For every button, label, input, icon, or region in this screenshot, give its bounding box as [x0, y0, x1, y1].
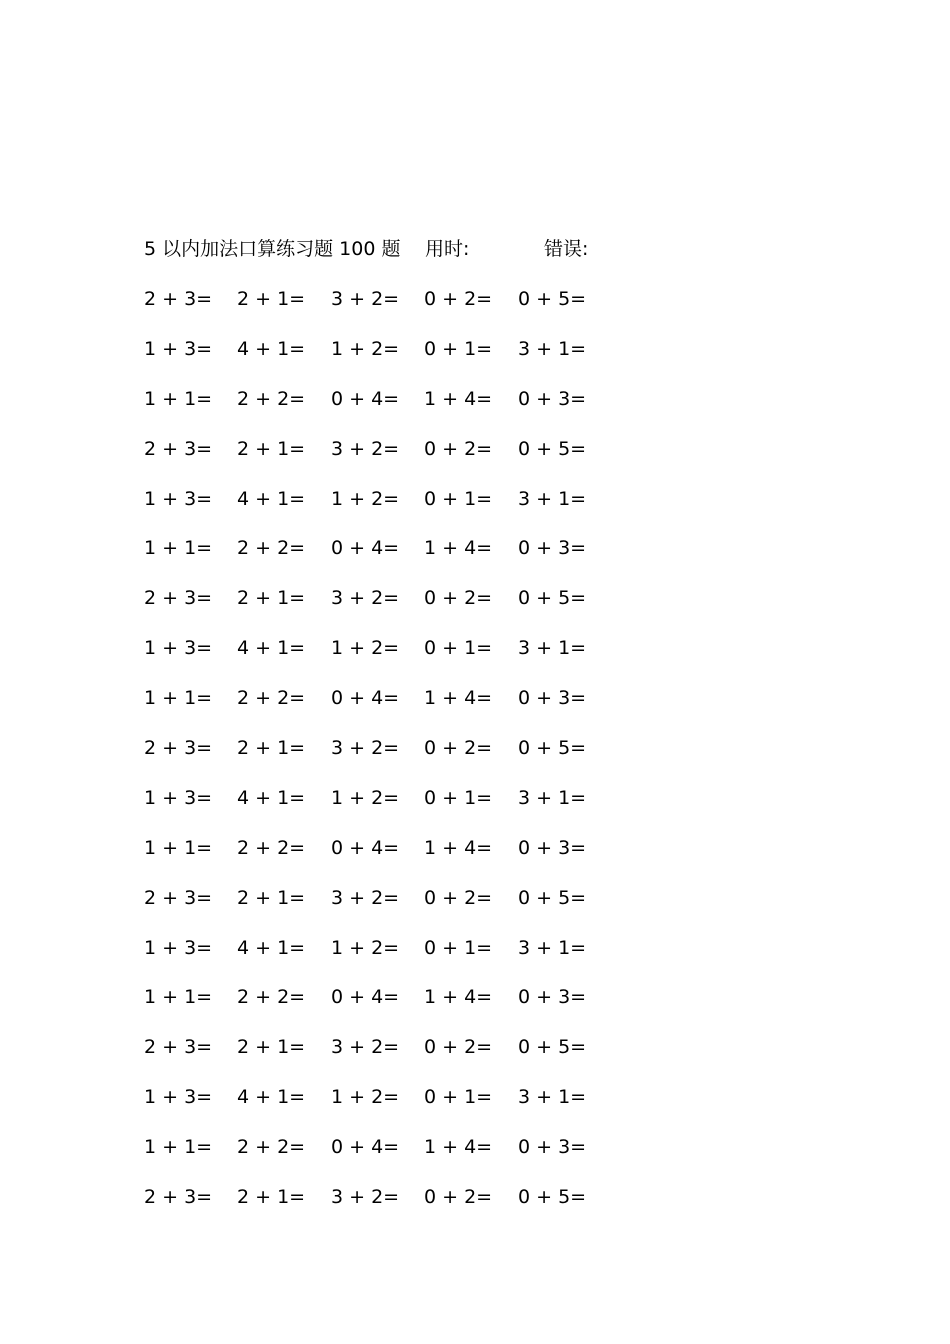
addition-problem: 3 + 1=: [518, 786, 587, 809]
addition-problem: 2 + 2=: [237, 537, 306, 560]
addition-problem: 2 + 2=: [237, 836, 306, 859]
problem-row: [144, 1132, 784, 1182]
addition-problem: 0 + 4=: [331, 687, 400, 710]
addition-problem: 3 + 2=: [331, 1186, 400, 1209]
problem-row: [144, 334, 784, 384]
addition-problem: 1 + 1=: [144, 387, 213, 410]
problem-row: [144, 284, 784, 334]
addition-problem: 0 + 5=: [518, 437, 587, 460]
addition-problem: 1 + 2=: [331, 786, 400, 809]
addition-problem: 3 + 1=: [518, 637, 587, 660]
addition-problem: 4 + 1=: [237, 936, 306, 959]
addition-problem: 0 + 1=: [424, 1086, 493, 1109]
addition-problem: 0 + 3=: [518, 387, 587, 410]
addition-problem: 2 + 1=: [237, 1036, 306, 1059]
addition-problem: 2 + 3=: [144, 1036, 213, 1059]
addition-problem: 0 + 2=: [424, 886, 493, 909]
addition-problem: 0 + 4=: [331, 1136, 400, 1159]
problem-row: [144, 533, 784, 583]
addition-problem: 0 + 2=: [424, 288, 493, 310]
problem-row: [144, 1182, 784, 1232]
addition-problem: 1 + 1=: [144, 687, 213, 710]
addition-problem: 1 + 2=: [331, 936, 400, 959]
addition-problem: 3 + 2=: [331, 288, 400, 310]
addition-problem: 3 + 2=: [331, 886, 400, 909]
problem-row: [144, 583, 784, 633]
addition-problem: 0 + 1=: [424, 637, 493, 660]
addition-problem: 0 + 2=: [424, 1036, 493, 1059]
addition-problem: 4 + 1=: [237, 637, 306, 660]
problem-row: [144, 883, 784, 933]
addition-problem: 2 + 1=: [237, 288, 306, 310]
addition-problem: 0 + 5=: [518, 288, 587, 310]
addition-problem: 1 + 1=: [144, 836, 213, 859]
addition-problem: 2 + 3=: [144, 886, 213, 909]
problem-row: [144, 833, 784, 883]
worksheet-header: [144, 234, 784, 264]
addition-problem: 3 + 2=: [331, 737, 400, 760]
addition-problem: 1 + 4=: [424, 1136, 493, 1159]
addition-problem: 3 + 1=: [518, 1086, 587, 1109]
addition-problem: 0 + 5=: [518, 587, 587, 610]
addition-problem: 1 + 1=: [144, 1136, 213, 1159]
addition-problem: 1 + 4=: [424, 687, 493, 710]
addition-problem: 0 + 5=: [518, 886, 587, 909]
addition-problem: 0 + 4=: [331, 836, 400, 859]
problem-row: [144, 434, 784, 484]
problem-row: [144, 384, 784, 434]
addition-problem: 0 + 3=: [518, 687, 587, 710]
addition-problem: 2 + 3=: [144, 587, 213, 610]
addition-problem: 2 + 1=: [237, 886, 306, 909]
addition-problem: 0 + 3=: [518, 836, 587, 859]
addition-problem: 0 + 1=: [424, 936, 493, 959]
problem-row: [144, 1032, 784, 1082]
addition-problem: 3 + 1=: [518, 337, 587, 360]
problem-grid: [144, 284, 784, 1232]
addition-problem: 2 + 3=: [144, 737, 213, 760]
addition-problem: 1 + 3=: [144, 637, 213, 660]
addition-problem: 3 + 2=: [331, 437, 400, 460]
addition-problem: 0 + 5=: [518, 737, 587, 760]
addition-problem: 3 + 2=: [331, 587, 400, 610]
addition-problem: 0 + 4=: [331, 986, 400, 1009]
addition-problem: 0 + 2=: [424, 587, 493, 610]
addition-problem: 2 + 3=: [144, 437, 213, 460]
problem-row: [144, 783, 784, 833]
errors-label: 错误:: [544, 238, 589, 260]
addition-problem: 1 + 3=: [144, 487, 213, 510]
addition-problem: 1 + 3=: [144, 936, 213, 959]
addition-problem: 2 + 3=: [144, 288, 213, 310]
problem-row: [144, 982, 784, 1032]
addition-problem: 2 + 2=: [237, 986, 306, 1009]
addition-problem: 2 + 1=: [237, 737, 306, 760]
problem-row: [144, 484, 784, 534]
addition-problem: 2 + 1=: [237, 437, 306, 460]
addition-problem: 2 + 2=: [237, 687, 306, 710]
problem-row: [144, 683, 784, 733]
addition-problem: 3 + 1=: [518, 487, 587, 510]
worksheet: [144, 234, 784, 1232]
problem-row: [144, 933, 784, 983]
addition-problem: 0 + 3=: [518, 986, 587, 1009]
addition-problem: 0 + 1=: [424, 337, 493, 360]
addition-problem: 2 + 2=: [237, 1136, 306, 1159]
problem-row: [144, 1082, 784, 1132]
addition-problem: 0 + 2=: [424, 737, 493, 760]
addition-problem: 2 + 1=: [237, 587, 306, 610]
addition-problem: 1 + 3=: [144, 1086, 213, 1109]
problem-row: [144, 733, 784, 783]
worksheet-title: 5 以内加法口算练习题 100 题: [144, 238, 401, 260]
addition-problem: 4 + 1=: [237, 337, 306, 360]
addition-problem: 1 + 2=: [331, 637, 400, 660]
addition-problem: 1 + 3=: [144, 337, 213, 360]
addition-problem: 1 + 4=: [424, 387, 493, 410]
time-used-label: 用时:: [425, 238, 470, 260]
addition-problem: 0 + 1=: [424, 487, 493, 510]
addition-problem: 1 + 4=: [424, 537, 493, 560]
addition-problem: 3 + 2=: [331, 1036, 400, 1059]
problem-row: [144, 633, 784, 683]
addition-problem: 1 + 1=: [144, 537, 213, 560]
addition-problem: 0 + 4=: [331, 387, 400, 410]
addition-problem: 3 + 1=: [518, 936, 587, 959]
addition-problem: 4 + 1=: [237, 786, 306, 809]
addition-problem: 2 + 2=: [237, 387, 306, 410]
addition-problem: 1 + 2=: [331, 1086, 400, 1109]
addition-problem: 2 + 1=: [237, 1186, 306, 1209]
addition-problem: 0 + 3=: [518, 537, 587, 560]
addition-problem: 1 + 4=: [424, 836, 493, 859]
addition-problem: 4 + 1=: [237, 487, 306, 510]
addition-problem: 2 + 3=: [144, 1186, 213, 1209]
addition-problem: 1 + 1=: [144, 986, 213, 1009]
addition-problem: 1 + 2=: [331, 487, 400, 510]
addition-problem: 0 + 1=: [424, 786, 493, 809]
addition-problem: 1 + 2=: [331, 337, 400, 360]
addition-problem: 0 + 2=: [424, 437, 493, 460]
addition-problem: 0 + 3=: [518, 1136, 587, 1159]
addition-problem: 0 + 5=: [518, 1036, 587, 1059]
addition-problem: 1 + 4=: [424, 986, 493, 1009]
addition-problem: 4 + 1=: [237, 1086, 306, 1109]
addition-problem: 0 + 2=: [424, 1186, 493, 1209]
addition-problem: 1 + 3=: [144, 786, 213, 809]
addition-problem: 0 + 4=: [331, 537, 400, 560]
addition-problem: 0 + 5=: [518, 1186, 587, 1209]
